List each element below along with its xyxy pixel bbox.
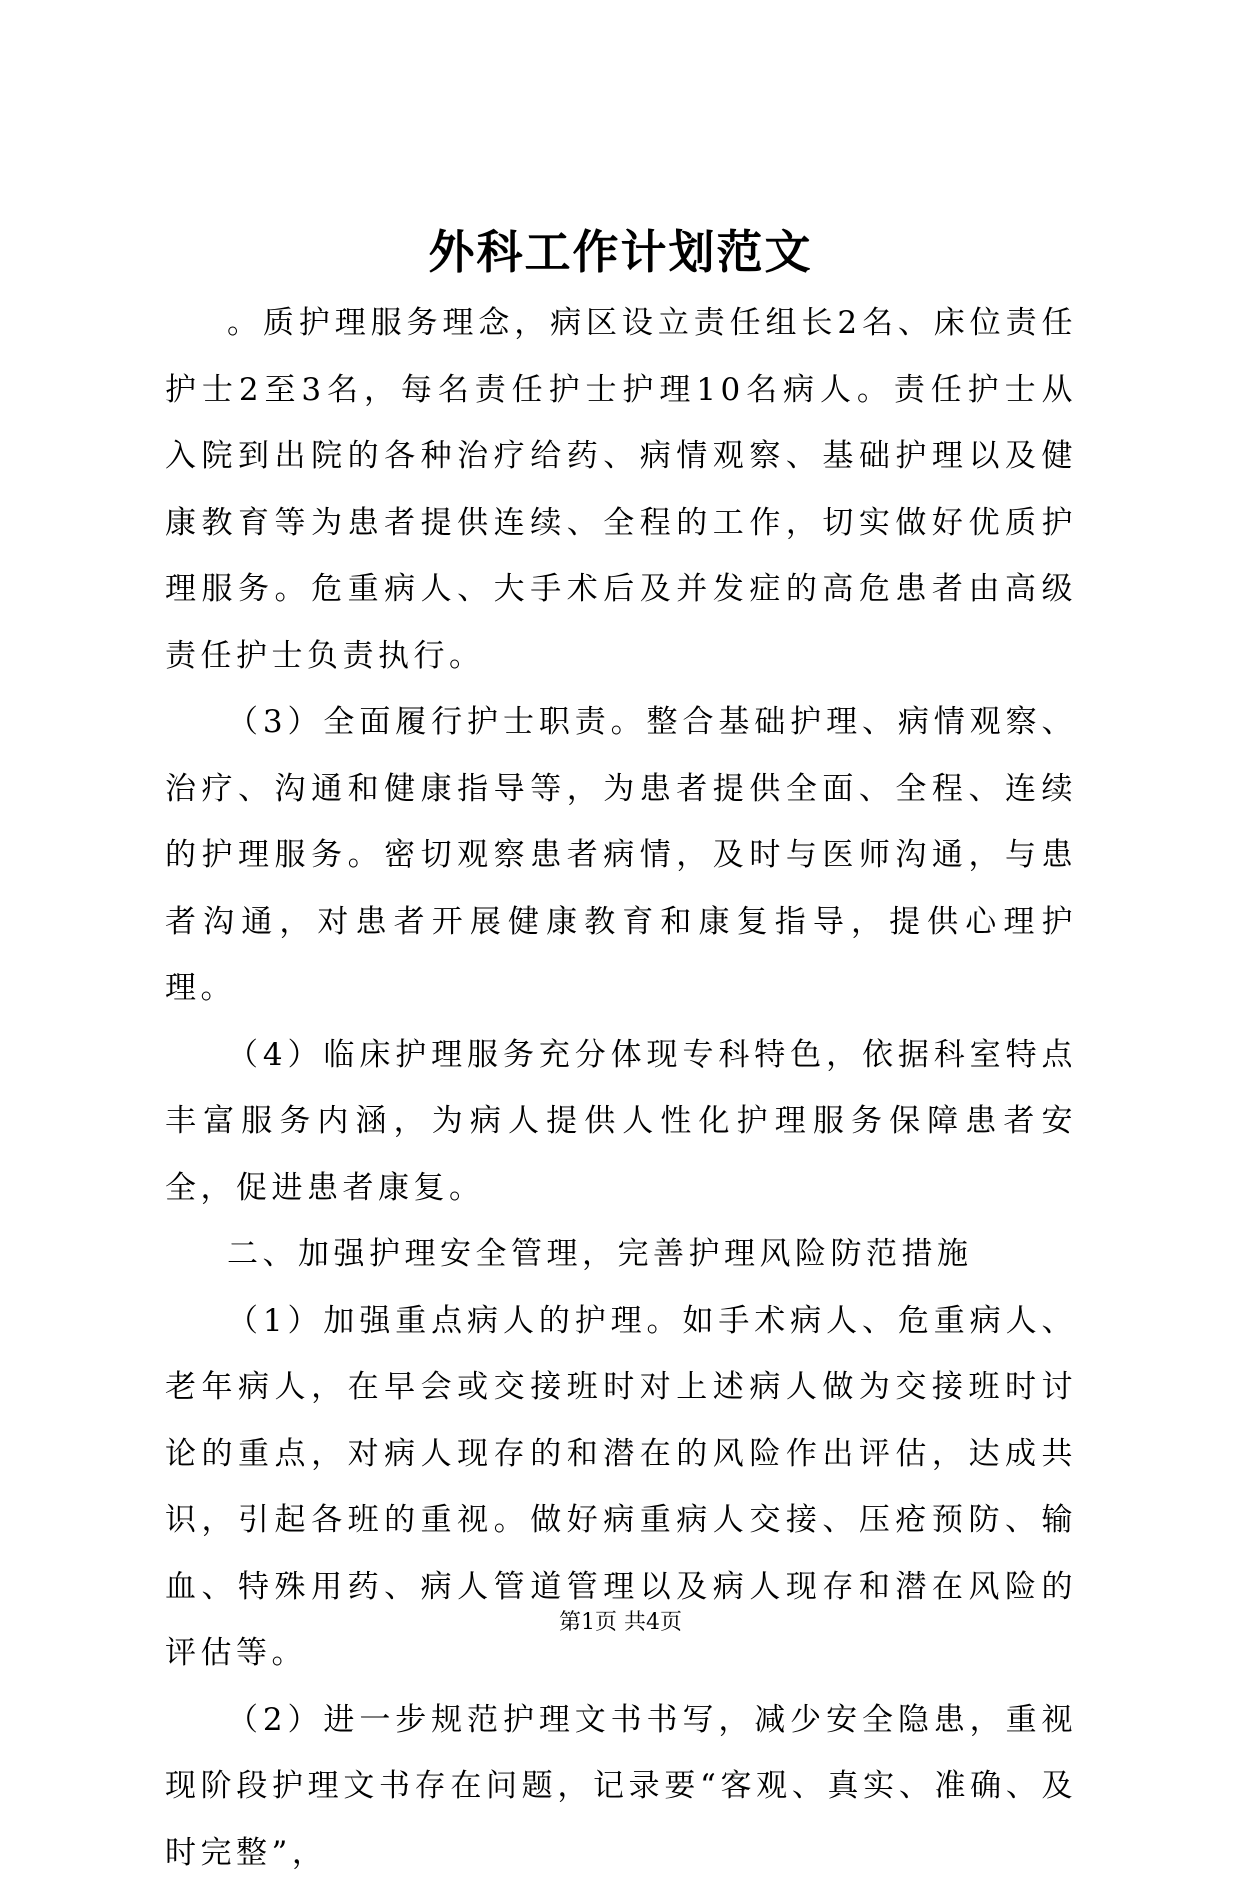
paragraph-1: 。质护理服务理念，病区设立责任组长2名、床位责任护士2至3名，每名责任护士护理10名病人。责任护士从入院到出院的各种治疗给药、病情观察、基础护理以及健康教育等为患者提供连续、全程的工作，切实做好优质护理服务。危重病人、大手术后及并发症的高危患者由高级责任护士负责执行。 bbox=[165, 290, 1077, 689]
paragraph-5: （2）进一步规范护理文书书写，减少安全隐患，重视现阶段护理文书存在问题，记录要“客观、真实、准确、及时完整”， bbox=[165, 1687, 1077, 1886]
document-body bbox=[165, 290, 1077, 1886]
section-heading: 二、加强护理安全管理，完善护理风险防范措施 bbox=[165, 1221, 1077, 1288]
paragraph-3: （4）临床护理服务充分体现专科特色，依据科室特点丰富服务内涵，为病人提供人性化护理服务保障患者安全，促进患者康复。 bbox=[165, 1022, 1077, 1222]
page-number-label: 第1页 共4页 bbox=[559, 1608, 682, 1638]
paragraph-2: （3）全面履行护士职责。整合基础护理、病情观察、治疗、沟通和健康指导等，为患者提供全面、全程、连续的护理服务。密切观察患者病情，及时与医师沟通，与患者沟通，对患者开展健康教育和康复指导，提供心理护理。 bbox=[165, 689, 1077, 1022]
document-title: 外科工作计划范文 bbox=[0, 222, 1241, 282]
page-footer bbox=[0, 1608, 1241, 1638]
paragraph-4: （1）加强重点病人的护理。如手术病人、危重病人、老年病人，在早会或交接班时对上述病人做为交接班时讨论的重点，对病人现存的和潜在的风险作出评估，达成共识，引起各班的重视。做好病重病人交接、压疮预防、输血、特殊用药、病人管道管理以及病人现存和潜在风险的评估等。 bbox=[165, 1288, 1077, 1687]
